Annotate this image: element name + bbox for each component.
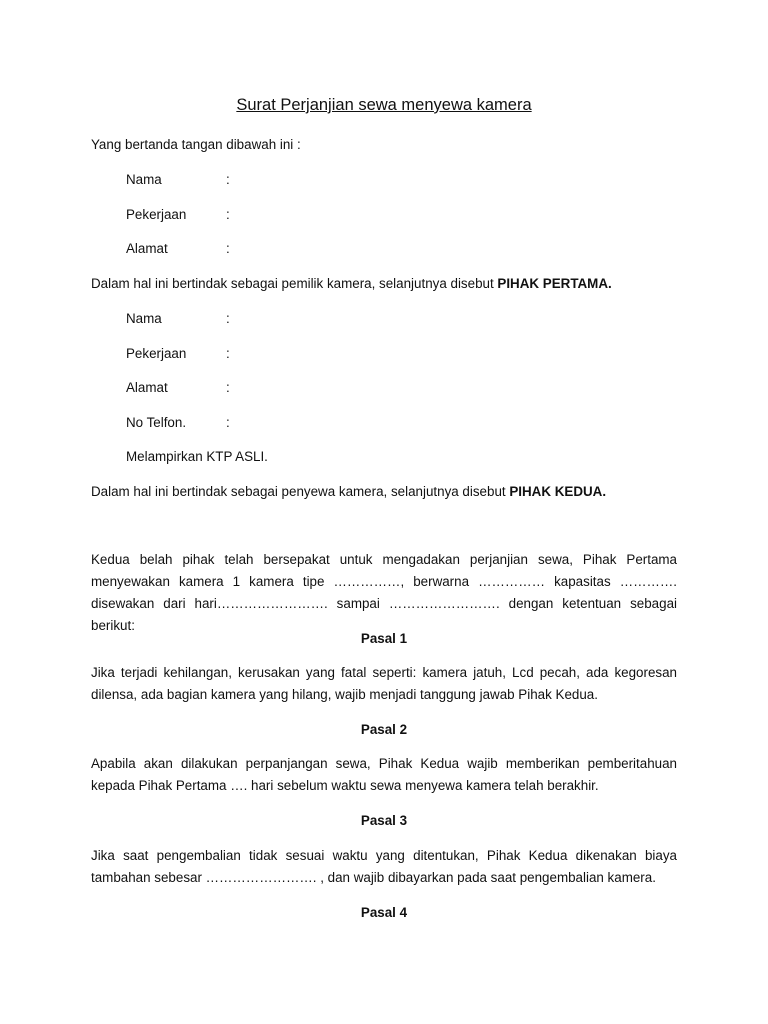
party2-name-colon: : xyxy=(226,311,230,326)
party1-name-label: Nama xyxy=(126,172,162,187)
party2-occupation-colon: : xyxy=(226,346,230,361)
article-3-text: Jika saat pengembalian tidak sesuai waktu yang ditentukan, Pihak Kedua dikenakan biaya tambahan sebesar ……………………. , dan wajib dibayarkan pada saat pengembalian kamera. xyxy=(91,848,677,885)
party1-statement-text: Dalam hal ini bertindak sebagai pemilik kamera, selanjutnya disebut xyxy=(91,276,498,291)
article-1-heading: Pasal 1 xyxy=(360,631,408,646)
article-4-heading: Pasal 4 xyxy=(360,905,408,920)
party2-name-label: Nama xyxy=(126,311,162,326)
party2-occupation-label: Pekerjaan xyxy=(126,346,187,361)
party2-statement xyxy=(91,483,606,501)
party1-statement xyxy=(91,275,612,293)
party2-designation: PIHAK KEDUA. xyxy=(509,484,607,499)
party2-address-colon: : xyxy=(226,380,230,395)
party2-statement-text: Dalam hal ini bertindak sebagai penyewa kamera, selanjutnya disebut xyxy=(91,484,510,499)
party1-address-colon: : xyxy=(226,241,230,256)
party2-phone-label: No Telfon. xyxy=(126,415,187,430)
article-2-heading: Pasal 2 xyxy=(360,722,408,737)
party1-name-colon: : xyxy=(226,172,230,187)
article-2-text: Apabila akan dilakukan perpanjangan sewa, Pihak Kedua wajib memberikan pemberitahuan kepada Pihak Pertama …. hari sebelum waktu sewa menyewa kamera telah berakhir. xyxy=(91,756,677,793)
party2-address-label: Alamat xyxy=(126,380,168,395)
document-title: Surat Perjanjian sewa menyewa kamera xyxy=(236,96,532,114)
article-1-text: Jika terjadi kehilangan, kerusakan yang fatal seperti: kamera jatuh, Lcd pecah, ada kegoresan dilensa, ada bagian kamera yang hilang, wajib menjadi tanggung jawab Pihak Kedua. xyxy=(91,665,677,702)
article-3-heading: Pasal 3 xyxy=(360,813,408,828)
party1-occupation-colon: : xyxy=(226,207,230,222)
party1-address-label: Alamat xyxy=(126,241,168,256)
party1-designation: PIHAK PERTAMA. xyxy=(497,276,612,291)
ktp-attachment-note: Melampirkan KTP ASLI. xyxy=(126,449,268,464)
agreement-paragraph: Kedua belah pihak telah bersepakat untuk mengadakan perjanjian sewa, Pihak Pertama menyewakan kamera 1 kamera tipe ……………, berwarna …………… kapasitas …………. disewakan dari hari……………………. sampai ……………………. dengan ketentuan sebagai berikut: xyxy=(91,552,677,633)
intro-line: Yang bertanda tangan dibawah ini : xyxy=(91,137,301,152)
party1-occupation-label: Pekerjaan xyxy=(126,207,187,222)
party2-phone-colon: : xyxy=(226,415,230,430)
